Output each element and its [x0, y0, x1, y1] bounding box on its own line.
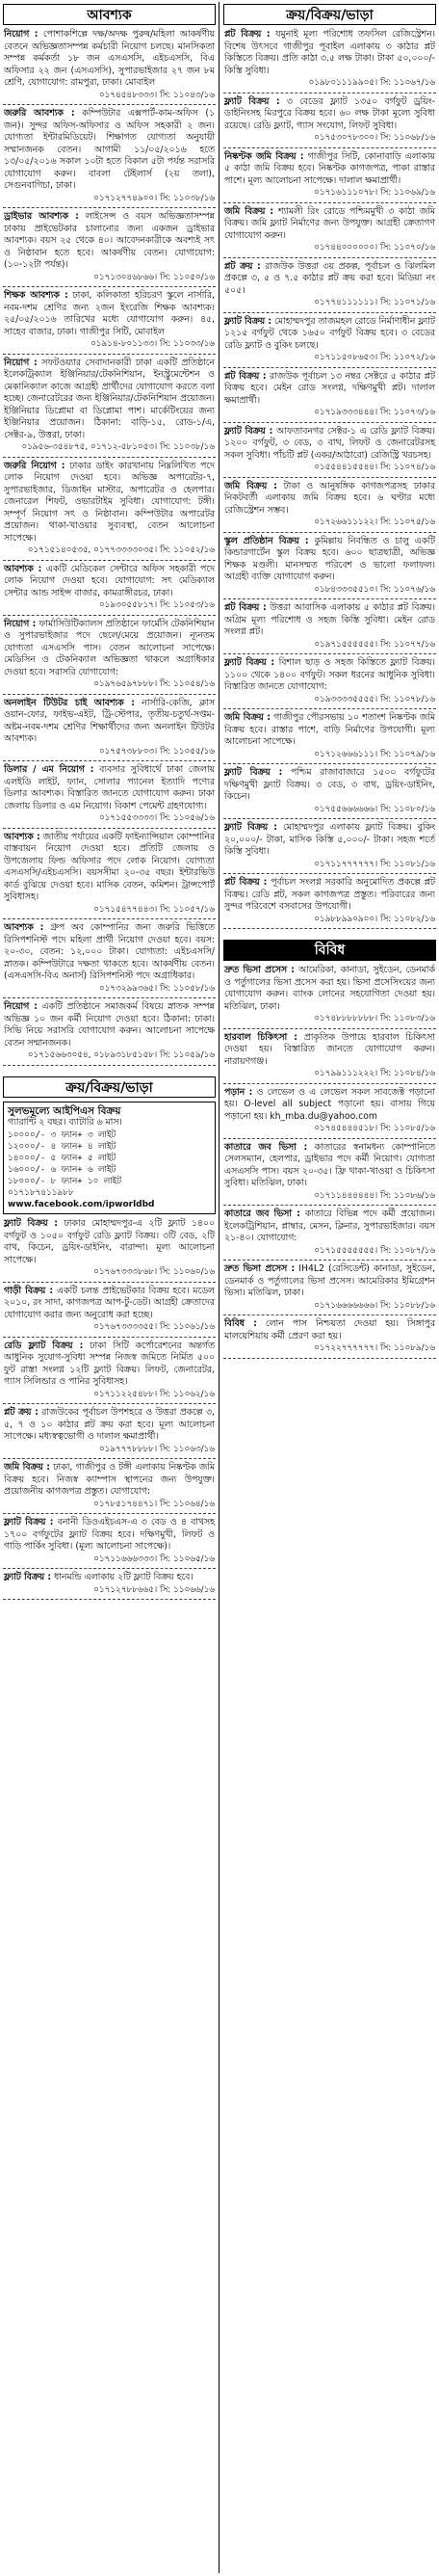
ad-contact: ০১৯৫৬-৩৫৪৮৭৫, ০১৭১২-৫৮১০৫৩। সি: ১১০৩৮/১৬	[21, 442, 215, 452]
classified-ad	[3, 764, 216, 829]
ad-text: বিশাল ছাড় ও সহজ কিস্তিতে ফ্ল্যাট বিক্রয়। ১১০০ থেকে ১৪০০ বর্গফুট। সকল ধরনের আধুনিক সুবিধা। বিস্তারিত জানতে যোগাযোগ:	[224, 657, 435, 692]
ad-contact: ০১৭৭৪১১১১১১। সি: ১১০৭১/১৬	[314, 298, 435, 307]
ad-contact: ০১৯৭৭৭৮৮৮৮। সি: ১১০৬৩/১৬	[98, 1444, 215, 1454]
ad-lead: অনলাইন টিউটর চাই আবশ্যক :	[4, 697, 135, 708]
ad-contact: ০১৭১২৭৭৪৯০০। সি: ১১০৩৮/১৬	[93, 193, 215, 203]
ad-contact: ০১৯৩৩৩৩৫৫৫৫। সি: ১১০৭৮/১৬	[314, 694, 435, 704]
ad-contact: ০১৭৬৭৩৩৩৩৫৫। সি: ১১০৬১/১৬	[93, 1322, 215, 1332]
classified-ad	[3, 619, 216, 695]
classified-ad	[3, 1462, 216, 1514]
ad-contact: ০১৭৪৫৪৮৩৩৩। সি: ১১০৪৩/১৬	[98, 90, 215, 100]
ad-lead: ফ্ল্যাট বিক্রয় :	[4, 1517, 54, 1527]
classified-ad	[223, 1318, 436, 1359]
ad-lead: ফ্ল্যাট বিক্রয় :	[224, 822, 278, 833]
misc-ads-list	[223, 965, 436, 1359]
ad-contact: ০১৭১৬৬৬৬৬৬৬। সি: ১১০৮৮/১৬	[314, 1300, 435, 1311]
ad-text: শ্যামলী রিং রোডে পশ্চিমমুখী ৩ কাঠা জমি বিক্রয়। জমি ফ্ল্যাট নির্মাণের জন্য উপযুক্ত। আগ্রহী ক্রেতাগণ যোগাযোগ করুন।	[224, 205, 435, 241]
ad-lead: ড্রাইভার আবশ্যক :	[4, 211, 79, 222]
ad-contact: ০১৫৫৪৪১৫৫৪৪। সি: ১১০৭৪/১৬	[314, 463, 435, 472]
ad-lead: নিয়োগ :	[4, 357, 38, 368]
classified-ad	[3, 358, 216, 458]
ad-contact: ০১৮৪৩৩৩৫৫১০। সি: ১১০৭৬/১৬	[314, 584, 435, 595]
section-heading-wanted: আবশ্যক	[3, 4, 216, 25]
classified-ad	[223, 1263, 436, 1315]
ad-contact: ০১৭১৫৪৭৭৪৪৩। সি: ১১০৫৭/১৬	[93, 904, 215, 915]
ad-text: IH4L2 (রেসিডেন্ট) কানাডা, সুইডেন, ডেনমার্ক ও পর্তুগালের ভিসা প্রসেস। আমেরিকার ইমিগ্রেশন ভিসা। মতিঝিল, ঢাকা।	[224, 1263, 435, 1298]
ad-text: ঢাকা, কলিকাতা হরিচরণ স্কুলে নার্সারি, নবম-দশম শ্রেণির জন্য ২জন ইংরেজি শিক্ষক আবশ্যক। ২৫/০৫/২০১৬ তারিখের মধ্যে যোগাযোগ করুন। ৪৫, সাহেব বাজার, ঢাকা। গাজীপুর সিটি, মোবাইল	[4, 290, 215, 337]
ad-text: কাতারে বিভিন্ন পদে কর্মী প্রয়োজন। ইলেকট্রিশিয়ান, প্লাম্বার, মেসন, ক্লিনার, সুপারভাইজার। বয়স ২১-৪০। যোগাযোগ:	[224, 1208, 435, 1243]
classified-ad	[223, 96, 436, 148]
ad-text: আমেরিকা, কানাডা, সুইডেন, ডেনমার্ক ও পর্তুগালের ভিসা প্রসেস করা হয়। ভিসা প্রসেসিংয়ের জন্য যোগাযোগ করুন। ব্যাংক লোনের সহযোগিতা দেওয়া হয়। মতিঝিল, ঢাকা।	[224, 965, 435, 1012]
classified-ad	[223, 767, 436, 819]
ad-lead: প্লট বিক্রয় :	[224, 602, 267, 613]
classified-ad	[223, 481, 436, 533]
ad-contact: ০১৯৭৬৫৯৭৮৮৮। সি: ১১০৫৪/১৬	[93, 679, 215, 689]
ad-contact: ০১৭১৫৫৫৫৫৫৫। সি: ১১০৮৭/১৬	[314, 1245, 435, 1256]
classified-ad	[223, 261, 436, 313]
ad-text: নার্সারি-কেজি, ক্লাস ওয়ান-ফোর, ফাইভ-এইট, ট্রি-স্টেপার, তৃতীয়-চতুর্থ-সপ্তম-অষ্টম-নবম-দশম শ্রেণির শিক্ষার্থীদের জন্য অনলাইন টিউটর আবশ্যক।	[4, 697, 215, 744]
section-heading-buy-sell-right: ক্রয়/বিক্রয়/ভাড়া	[223, 4, 436, 25]
classified-ad	[3, 832, 216, 920]
ad-lead: কাতারে জব ভিসা :	[224, 1141, 308, 1153]
ad-lead: ডিলার / এম নিয়োগ :	[4, 764, 94, 775]
classified-ad	[223, 1087, 436, 1139]
ad-text: একটি প্রতিষ্ঠানে সমাজকর্ম বিষয়ে স্নাতক সম্পন্ন অভিজ্ঞ ১০ জন কর্মী নিয়োগ দেওয়া হবে। ঠিকানা: ঢাকা। সিভি নিয়ে সরাসরি যোগাযোগ করুন। আলোচনা সাপেক্ষে বেতন সম্মানজনক।	[4, 1001, 215, 1049]
ad-contact: ০১৭৩২৯৯৩৬৫। সি: ১১০৫৮/১৬	[98, 983, 215, 994]
ad-text: একটি মেডিকেল সেন্টারে অফিস সহকারী পদে লোক নিয়োগ দেওয়া হবে। যোগাযোগ: সৎ মেডিক্যাল সেন্টার আন্ড সাইন্স বাজার, কামরাঙ্গীরচর, ঢাকা।	[4, 563, 215, 598]
ad-lead: জরুরি নিয়োগ :	[4, 460, 65, 471]
ad-contact: ০১৯৩০৫৫৮১৭। সি: ১১০৫৩/১৬	[98, 600, 215, 610]
ad-text: গাজীপুর সিটি, কোনাবাড়ি এলাকায় ৫ কাঠা জমি বিক্রয় হবে। নিষ্কণ্টক কাগজপত্র, পাকা রাস্তার পাশে। মূল্য আলোচনা সাপেক্ষে। দালাল ক্ষমাপ্রার্থী।	[224, 150, 435, 186]
ad-contact: ০১৭১৫১৪০৫৩৫, ০১৭৭৩৩৩৩০৩৫। সি: ১১০৫২/১৬	[27, 545, 215, 555]
ad-lead: নিয়োগ :	[4, 618, 37, 629]
ad-lead: প্লট বিক্রয় :	[224, 29, 271, 40]
classified-ad	[223, 965, 436, 1029]
classified-ad	[223, 29, 436, 93]
ad-text: রাজউক উত্তরা ৩য় প্রকল্প, পূর্বাচল ও ঝিলমিল প্রকল্পে ৩, ৫ ও ৭.৫ কাঠার প্লট ক্রয় করা হবে। মিডিয়া নং ৫০৫।	[224, 260, 436, 296]
ad-lead: আবশ্যক :	[4, 563, 42, 574]
ad-text: পূর্বাচল সংলগ্ন সরকারি অনুমোদিত প্রকল্পে প্লট বিক্রয়। রেডি প্লট, সকল কাগজপত্র প্রস্তুত। পরিবারের জন্য সুন্দর পরিবেশে বসবাসের উপযোগী।	[224, 877, 435, 912]
ad-lead: স্কুল প্রতিষ্ঠান বিক্রয় :	[224, 535, 309, 546]
ad-lead: নিয়োগ :	[4, 29, 39, 40]
facebook-link[interactable]: www.facebook.com/ipworldbd	[8, 1199, 155, 1209]
ad-text: রাজউকের পূর্বাচল উপশহরে ও উত্তরা প্রকল্পে ৩, ৫, ৭ ও ১০ কাঠার প্লট ক্রয় করা হবে। মূল্য আলোচনা সাপেক্ষে। মধ্যস্বত্বভোগী ও দালাল ক্ষমাপ্রার্থী।	[4, 1407, 215, 1442]
classified-ad	[223, 712, 436, 764]
ad-lead: বিবিধ :	[224, 1318, 257, 1329]
ad-lead: দ্রুত ভিসা প্রসেস :	[224, 1263, 296, 1274]
classified-ad	[223, 426, 436, 478]
ad-text: মোহাম্মদপুর এলাকায় ফ্ল্যাট বিক্রয়। বুকিং ২০,০০০/- টাকা, মাসিক কিস্তি ৫,০০০/- টাকা। সহজ শর্তে কিস্তি সুবিধা।	[224, 822, 435, 857]
ad-contact: ০১৭২২৭৭৭৭৭৭। সি: ১১০৮৯/১৬	[314, 1343, 435, 1353]
ad-contact: ০১৭১২৭৮৮৬৬৫। সি: ১১০৬৬/১৬	[93, 1584, 215, 1595]
ad-contact: ০১৭৬৭৩৩৩৮৬৮। সি: ১১০৬০/১৬	[93, 1267, 215, 1277]
ad-contact: ০১৭১৬১১১০৭৮। সি: ১১০৬৯/১৬	[314, 188, 435, 198]
classified-ad	[3, 29, 216, 105]
ad-text: ফার্মাসিউটিক্যালস প্রতিষ্ঠানে ফার্মেসি টেকনিশিয়ান ও সুপারভাইজার পদে ছেলে/মেয়ে প্রয়োজন। ন্যূনতম যোগ্যতা এসএসসি পাস। বেতন আলোচনা সাপেক্ষে। মেডিসিন ও টেকনিক্যাল অভিজ্ঞতা থাকলে অগ্রাধিকার দেওয়া হবে। সরাসরি যোগাযোগ:	[4, 618, 215, 677]
classified-ad	[223, 822, 436, 874]
ad-lead: ফ্ল্যাট বিক্রয় :	[224, 95, 280, 107]
ad-text: ঢাকার ডাইং কারখানায় নিম্নলিখিত পদে লোক নিয়োগ দেওয়া হবে। অভিজ্ঞ অপারেটর-৭, সুপারভাইজার, ডিজাইন মাস্টার, অপারেটর ও হেলপার। জেনারেল শিফট, ওভারটাইম সুবিধা। যোগাযোগ: টঙ্গী। সম্পূর্ণ নিয়োগ সৎ ও নিষ্ঠাবান। কম্পিউটার অপারেটর প্রয়োজন। থাকা-খাওয়ার সুব্যবস্থা, বেতন আলোচনা সাপেক্ষে।	[4, 460, 215, 544]
ad-contact: ০১৭৪৪০০০০০০। সি: ১১০৭০/১৬	[314, 243, 435, 252]
classified-ad	[3, 1341, 216, 1405]
classified-ad	[223, 371, 436, 423]
ad-lead: প্লট বিক্রয় :	[224, 370, 267, 382]
classified-ad	[223, 1208, 436, 1261]
ad-text: একটি চলন্ত প্রাইভেটকার বিক্রয় হবে। মডেল ২০১০, রং সাদা, কাগজপত্র আপ-টু-ডেট। আগ্রহী ক্রেতাদের যোগাযোগ করার জন্য অনুরোধ করা হচ্ছে।	[4, 1285, 215, 1320]
ad-contact: ০১৭১৯৩৩৩৪৪৪। সি: ১১০৭৩/১৬	[314, 408, 435, 417]
ad-contact: ০১৭২৬৬১১১২২। সি: ১১০৭৫/১৬	[314, 518, 435, 527]
ad-text: লোন পাস নিশ্চয়তা দেওয়া হয়। সিঙ্গাপুর মালয়েশিয়ায় কর্মী প্রেরণ করা হয়।	[224, 1318, 435, 1341]
ad-text: মোহাম্মদপুর তাজমহল রোডে নির্মাণাধীন ফ্ল্যাট ১২১৫ বর্গফুট থেকে ১৬৫০ বর্গফুট বিক্রয় হবে। ৩ বেডের রেডি ফ্ল্যাট ও বুকিং চলছে।	[224, 315, 435, 351]
ad-text: পোশাকশিল্পে দক্ষ/অদক্ষ পুরুষ/মহিলা আকর্ষণীয় বেতনে অভিজ্ঞতাসম্পন্ন কর্মচারী নিয়োগ চলছে। মানসিকতা সম্পন্ন কর্মকর্তা ১৮ জন এসএসসি, এইচএসসি, বিএ অফিসার ২২ জন (এসএসসি), সুপারভাইজার ২৭ জন ৮ম শ্রেণি, যোগাযোগ: রামপুরা, ঢাকা। মোবাইল	[4, 29, 215, 88]
ad-contact: ০১৭৫৭৩৮৮০৩। সি: ১১০৫৫/১৬	[98, 746, 215, 757]
ad-lead: দ্রুত ভিসা প্রসেস :	[224, 965, 295, 975]
ad-lead: গাড়ী বিক্রয় :	[4, 1285, 54, 1296]
classified-ad	[223, 877, 436, 929]
ips-price-list	[8, 1129, 211, 1199]
ad-text: ও লেভেল ও এ লেভেল সকল সাবজেক্ট পড়ানো হয়। O-level all subject পড়ানো হয়। বাসায় গিয়ে পড়ানো হয়। kh_mba.du@yahoo.com	[224, 1086, 435, 1122]
classified-ad	[3, 698, 216, 762]
ips-price-line: ০১৭১৮৭৪১১৯৮৮	[8, 1187, 74, 1198]
ad-text: ব্যবসার সুবিধার্থে ঢাকা জেলায় এলইডি লাইট, ফ্যান, সোলার প্যানেল ইত্যাদি পণ্যের ডিলার আবশ্যক। বিস্তারিত জানতে যোগাযোগ করুন। ঢাকা জেলায় ডিলার ও এম নিয়োগ। বিকাশ পেমেন্ট গ্রহণযোগ্য।	[4, 764, 215, 811]
ad-text: প্রাকৃতিক উপায়ে হারবাল চিকিৎসা দেওয়া হয়। বিস্তারিত জানতে যোগাযোগ করুন। নারায়ণগঞ্জ।	[224, 1031, 435, 1067]
ad-lead: ফ্ল্যাট বিক্রয় :	[224, 315, 272, 327]
ad-lead: জমি বিক্রয় :	[224, 480, 277, 491]
ad-contact: ০১৯৮৮৯৯০৯০০। সি: ১১০৮২/১৬	[314, 914, 435, 924]
ips-price-line: ১২০০০/- ৪ ফ্যান+ ৪ লাইট	[8, 1141, 116, 1152]
ad-contact: ০১৭৮৫১৭৪৪৭১। সি: ১১০৬৪/১৬	[93, 1499, 215, 1509]
ad-contact: ০১৭১৩০৪৬৮৬৬। সি: ১১০৫০/১৬	[93, 272, 215, 282]
ad-text: রাজউক পূর্বাচল ১৩ নম্বর সেক্টরে ৫ কাঠার প্লট বিক্রয় হবে। মেইন রোড সংলগ্ন, দক্ষিণমুখী প্লট। দালাল ক্ষমাপ্রার্থী।	[224, 370, 435, 406]
classified-ad	[223, 536, 436, 600]
ad-contact: ০১৭৯৯১১১২২২। সি: ১১০৮৪/১৬	[314, 1069, 435, 1078]
ad-contact: ০১৭১১৫০৮৬৫৩। সি: ১১০৭২/১৬	[314, 353, 435, 362]
left-column	[3, 2, 216, 1603]
ad-lead: জমি বিক্রয় :	[224, 712, 271, 723]
ips-price-line: ১০০০০/- ৩ ফ্যান+ ৩ লাইট	[8, 1129, 116, 1140]
column-divider	[219, 2, 220, 2573]
classified-ad	[3, 1286, 216, 1338]
ad-contact: ০১৭৪৫৪৪৪৫১৮। সি: ১১০৮৫/১৬	[314, 1124, 435, 1133]
classified-ad	[223, 657, 436, 709]
classified-ad	[3, 1517, 216, 1569]
classified-ad	[223, 1032, 436, 1084]
ad-lead: নিষ্কণ্টক জমি বিক্রয় :	[224, 150, 304, 162]
classified-ad	[3, 1001, 216, 1066]
ad-contact: ০১৭১১৪৪৪৪৪৪। সি: ১১০৮৬/১৬	[314, 1190, 435, 1201]
ips-sale-box	[3, 1102, 216, 1215]
ad-lead: আবশ্যক :	[4, 922, 44, 933]
classified-ad	[3, 1218, 216, 1283]
classified-ad	[3, 211, 216, 287]
ips-price-line: ১৪০০০/- ৫ ফ্যান+ ৫ লাইট	[8, 1153, 116, 1163]
ad-text: ঢাকা সিটি কর্পোরেশনের অন্তর্গত আধুনিক সুযোগ-সুবিধা সম্পন্ন নিজস্ব জমিতে নির্মিত ৫০০ ফুট রাস্তা সংলগ্ন ১২টি ফ্ল্যাট বিক্রয়। লিফট, জেনারেটর, গ্যাস সিলিন্ডার ও পানির সুবিধাসহ।	[4, 1340, 215, 1387]
ips-price-line: ১৮০০০/- ৮ ফ্যান+ ১০ লাইট	[8, 1176, 122, 1186]
ad-lead: ফ্ল্যাট বিক্রয় :	[4, 1218, 59, 1229]
ad-contact: ০১৭১৫৬৬৩০৫৪, ০১৮৯৩১৮৫১৫৮। সি: ১১০৫৯/১৬	[27, 1050, 215, 1060]
ad-contact: ০১৭৪৮৮৮৮৮৮৮। সি: ১১০৮৩/১৬	[314, 1014, 435, 1023]
ad-lead: ফ্ল্যাট বিক্রয় :	[224, 767, 283, 778]
ips-box-intro: গ্যারান্টি ২ বছর। ব্যাটারি ৬ মাস।	[8, 1117, 122, 1128]
classified-ad	[3, 108, 216, 208]
ad-contact: ০১৯৮০১১১৯৯০৫। সি: ১১০৬৭/১৬	[308, 78, 435, 88]
ad-lead: রেডি ফ্ল্যাট বিক্রয় :	[4, 1340, 84, 1351]
ad-text: গাজীপুর পৌরসভায় ১০ শতাংশ নিষ্কণ্টক জমি বিক্রয় হবে। রাস্তার পাশে, বাড়ি নির্মাণের উপযোগী। মূল্য আলোচনা সাপেক্ষে।	[224, 712, 435, 747]
ad-text: ঢাকা, গাজীপুর ও টঙ্গী এলাকায় নিষ্কণ্টক জমি বিক্রয় হবে। নিজস্ব ক্যাম্পাস স্থাপনের জন্য উপযুক্ত। প্রয়োজনীয় কাগজপত্র প্রস্তুত। যোগাযোগ:	[4, 1462, 215, 1497]
classified-ad	[223, 602, 436, 654]
ad-contact: ০১৭১১৬৬৬৩৩৩। সি: ১১০৬৫/১৬	[93, 1554, 215, 1564]
ad-text: ৩ বেডের ফ্ল্যাট ১৩৫০ বর্গফুট ড্রয়িং-ডাইনিংসহ মিরপুরে বিক্রয় হবে। ৬০ লক্ষ টাকা মূল্যে সুবিধা রয়েছে। রেডি ফ্ল্যাট, গ্যাস সংযোগ, লিফট সুবিধা।	[224, 95, 435, 131]
ad-text: কুমিল্লায় নিবন্ধিত ও চালু একটি কিন্ডারগার্টেন স্কুল বিক্রয় হবে। ৬০০ ছাত্রছাত্রী, অভিজ্ঞ শিক্ষক মণ্ডলী। মানসম্মত পরিবেশ ও ভালো ফলাফল। আগ্রহী ব্যক্তি যোগাযোগ করুন।	[224, 535, 435, 582]
ad-lead: জমি বিক্রয় :	[4, 1462, 51, 1473]
ad-text: গ্রুপ অব কোম্পানির জন্য জরুরি ভিত্তিতে রিসিপশনিস্ট পদে মহিলা প্রার্থী নিয়োগ দেওয়া হবে। বয়স: ২০-৩০, বেতন: ১২,০০০ টাকা। যোগ্যতা: এইচএসসি/স্নাতক। কম্পিউটারে দক্ষতা থাকতে হবে। আকর্ষণীয় বেতন। (এসএসসি-বিএ অনার্স) রিসিপশনিস্ট পদে অগ্রাধিকার।	[4, 922, 215, 981]
classified-ad	[3, 461, 216, 561]
ad-contact: ০১৭৫৫৬৬৬৬৬৬। সি: ১১০৮০/১৬	[314, 804, 435, 814]
ad-lead: কাতারে জব ভিসা :	[224, 1208, 300, 1219]
wanted-ads-list	[3, 29, 216, 1066]
ad-contact: ০১৭১৫৫৩৩৩৩। সি: ১১০৫৬/১৬	[98, 813, 215, 823]
classified-ad	[3, 290, 216, 355]
ad-text: পশ্চিম রাজাবাজারে ১৫০০ বর্গফুটের দক্ষিণমুখী ফ্ল্যাট বিক্রয়। ৩ বেড, ৩ বাথ, ড্রয়িং-ডাইনিং, কিচেন।	[224, 767, 435, 802]
classified-ad	[3, 922, 216, 998]
ad-lead: প্লট ক্রয় :	[4, 1407, 39, 1418]
ad-contact: ০১৭১২৬৬৬১১১। সি: ১১০৭৯/১৬	[314, 749, 435, 759]
buy-sell-ads-list-left	[3, 1218, 216, 1600]
ad-text: কাতারের স্বনামধন্য কোম্পানিতে সেলসম্যান, হেলপার, ড্রাইভার পদে কর্মী নিয়োগ। যোগ্যতা এসএসসি পাস। বয়স ২০-৩৫। ফ্রি থাকা-খাওয়া ও চিকিৎসা সুবিধা। মতিঝিল, ঢাকা।	[224, 1141, 435, 1188]
ad-lead: জরুরি আবশ্যক :	[4, 108, 75, 119]
ad-text: ঢাকার মোহাম্মদপুর-এ ২টি ফ্ল্যাট ১৪০০ বর্গফুট ও ১০৫০ বর্গফুট রেডি ফ্ল্যাট বিক্রয়। ৩টি বেড, ২টি বাথ, কিচেন, ড্রয়িং-ডাইনিং, বারান্দা। মূল্য আলোচনা সাপেক্ষে।	[4, 1218, 215, 1265]
ad-text: আফতাবনগর সেক্টর-১ এ রেডি ফ্ল্যাট বিক্রয়। ১২০০ বর্গফুট, ৩ বেড, ৩ বাথ, লিফট ও জেনারেটরসহ সকল সুবিধা। পাঁচটি প্লট (একর/আঠারো) রেজিস্ট্রি খরচসহ।	[224, 425, 435, 461]
ad-text: কম্পিউটার এক্সপার্ট-কাম-অফিস (১ জন)। সুন্দর অফিস-অফিসার ও অফিস সহকারী ২ জন। যোগ্যতা ইন্টারমিডিয়েট। শিক্ষাগত যোগ্যতা অনুযায়ী সম্মানজনক বেতন। আগামী ১১/০৫/২০১৬ হতে ১৩/০৫/২০১৬ সকাল ১০টা হতে বিকাল ৫টা পর্যন্ত সরাসরি যোগাযোগ করুন। বাবলা টেইলার্স (২য় তলা), সেগুনবাগিচা, ঢাকা।	[4, 108, 215, 191]
ad-lead: ফ্ল্যাট বিক্রয় :	[4, 1572, 52, 1582]
ad-text: যমুনাই মূল্য পরিশোধ তফসিল রেজিস্ট্রেশন। বিশেষ উৎসবে গাজীপুর পূবাইল এলাকায় ৩ কাঠার প্লট কিস্তিতে বিক্রয়। প্রতি কাঠা ৩.৫ লক্ষ টাকা। টাকা ৫০,০০০/- কিস্তি সুবিধা।	[224, 29, 435, 76]
ad-lead: প্লট বিক্রয় :	[224, 877, 268, 888]
classified-ad	[223, 316, 436, 368]
ad-contact: ০১৭৫৩০৭৮৩০০। সি: ১১০৬৮/১৬	[314, 133, 435, 143]
ad-lead: শিক্ষক আবশ্যক :	[4, 290, 68, 301]
right-column	[223, 2, 436, 1362]
ips-box-title: সুলভমূল্যে আইপিএস বিক্রয়	[8, 1104, 121, 1117]
classified-ad	[3, 564, 216, 616]
buy-sell-ads-list-right	[223, 29, 436, 929]
ad-text: বনানী ডিওএইচএস-এ ৩ বেড ও ৪ বাথসহ ১৭০০ বর্গফুটের ফ্ল্যাট বিক্রয় হবে। দক্ষিণমুখী, লিফট ও গাড়ি পার্কিং সুবিধা। (মূল্য আলোচনা সাপেক্ষে)।	[4, 1517, 215, 1552]
ips-price-line: ১৬০০০/- ৬ ফ্যান+ ৬ লাইট	[8, 1164, 116, 1175]
ad-text: উত্তরা আবাসিক এলাকায় ৫ কাঠার প্লট বিক্রয়। অগ্রিম মূল্য পরিশোধ ও সহজ কিস্তি সুবিধা। মেইন রোড সংলগ্ন প্লট।	[224, 602, 435, 637]
classified-ad	[3, 1407, 216, 1459]
ad-lead: পড়ান :	[224, 1086, 253, 1098]
ad-lead: ফ্ল্যাট বিক্রয় :	[224, 657, 275, 668]
classified-ad	[223, 151, 436, 203]
ad-lead: জমি বিক্রয় :	[224, 205, 274, 217]
ad-text: ধানমন্ডি এলাকায় ২টি ফ্ল্যাট বিক্রয় হবে।	[54, 1572, 194, 1582]
ad-text: সফটওয়্যার সেবাদানকারী ঢাকা একটি প্রতিষ্ঠানে ইলেকট্রিক্যাল ইঞ্জিনিয়ার/টেকনিশিয়ান, ইনস্ট্রুমেন্টেশন ও মেকানিক্যাল কাজে আগ্রহী প্রার্থীদের যোগাযোগ করতে বলা হচ্ছে। জেনারেটরের জন্য ইঞ্জিনিয়ার/টেকনিশিয়ান প্রয়োজন। ইঞ্জিনিয়ার ডিপ্লোমা বা ডিপ্লোমা পাশ। মার্কেটিংয়ের জন্য ইঞ্জিনিয়ার প্রয়োজন। ঠিকানা: বাড়ি-১৫, রোড-১/এ, সেক্টর-৯, উত্তরা, ঢাকা।	[4, 357, 215, 440]
ad-lead: নিয়োগ :	[4, 1001, 38, 1012]
ad-text: জাতীয় পর্যায়ের একটি ফাইন্যান্সিয়াল কোম্পানির বাস্তবায়ন নিয়োগ দেওয়া হবে। প্রতিটি জেলায় ও উপজেলায় ফিল্ড অফিসার পদে লোক নিয়োগ। যোগ্যতা এসএসসি/এইচএসসি। বয়সসীমা ২০-৩৫ বছর। ইন্টারভিউ কার্ড বুঝিয়ে দেওয়া হবে। মাসিক বেতন, কমিশন। ট্রান্সপোর্ট সুবিধাসহ।	[4, 831, 215, 902]
ad-contact: ০১৭১১৭৭৭৭৭৭। সি: ১১০৮১/১৬	[314, 859, 435, 869]
ad-lead: হারবাল চিকিৎসা :	[224, 1031, 297, 1043]
ad-text: লাইসেন্স ও বয়স অভিজ্ঞতাসম্পন্ন ঢাকায় প্রাইভেটকার চালানোর জন্য একজন ড্রাইভার আবশ্যক। বয়স ২৫ থেকে ৪০। আবেদনকারীকে অবশ্যই সৎ ও নিষ্ঠাবান হতে হবে। আকর্ষণীয় বেতন। যোগাযোগ: (১০-১২টা পর্যন্ত)।	[4, 211, 215, 270]
ad-lead: ফ্ল্যাট বিক্রয় :	[224, 425, 273, 437]
ad-contact: ০১৯১৪-৮০১১৩৩। সি: ১১০৩৩/১৬	[90, 339, 215, 349]
classified-ad	[3, 1572, 216, 1600]
classified-ad	[223, 206, 436, 258]
ad-lead: প্লট ক্রয় :	[224, 260, 261, 272]
section-heading-buy-sell: ক্রয়/বিক্রয়/ভাড়া	[3, 1076, 216, 1098]
ad-contact: ০১৯৭১৫৫৫৫৫৫। সি: ১১০৭৭/১৬	[314, 639, 435, 650]
ad-lead: আবশ্যক :	[4, 831, 40, 842]
ad-contact: ০১৭১১২২৫৪৮৮। সি: ১১০৬২/১৬	[93, 1389, 215, 1399]
section-heading-misc: বিবিধ	[223, 940, 436, 961]
ad-text: টাকা ও আনুষঙ্গিক কাগজপত্রসহ ঢাকার নিকটবর্তী এলাকায় জমি বিক্রয় হবে। ৬ ঘণ্টার মধ্যে রেজিস্ট্রেশন সম্ভব।	[224, 480, 435, 516]
classified-ad	[223, 1142, 436, 1207]
